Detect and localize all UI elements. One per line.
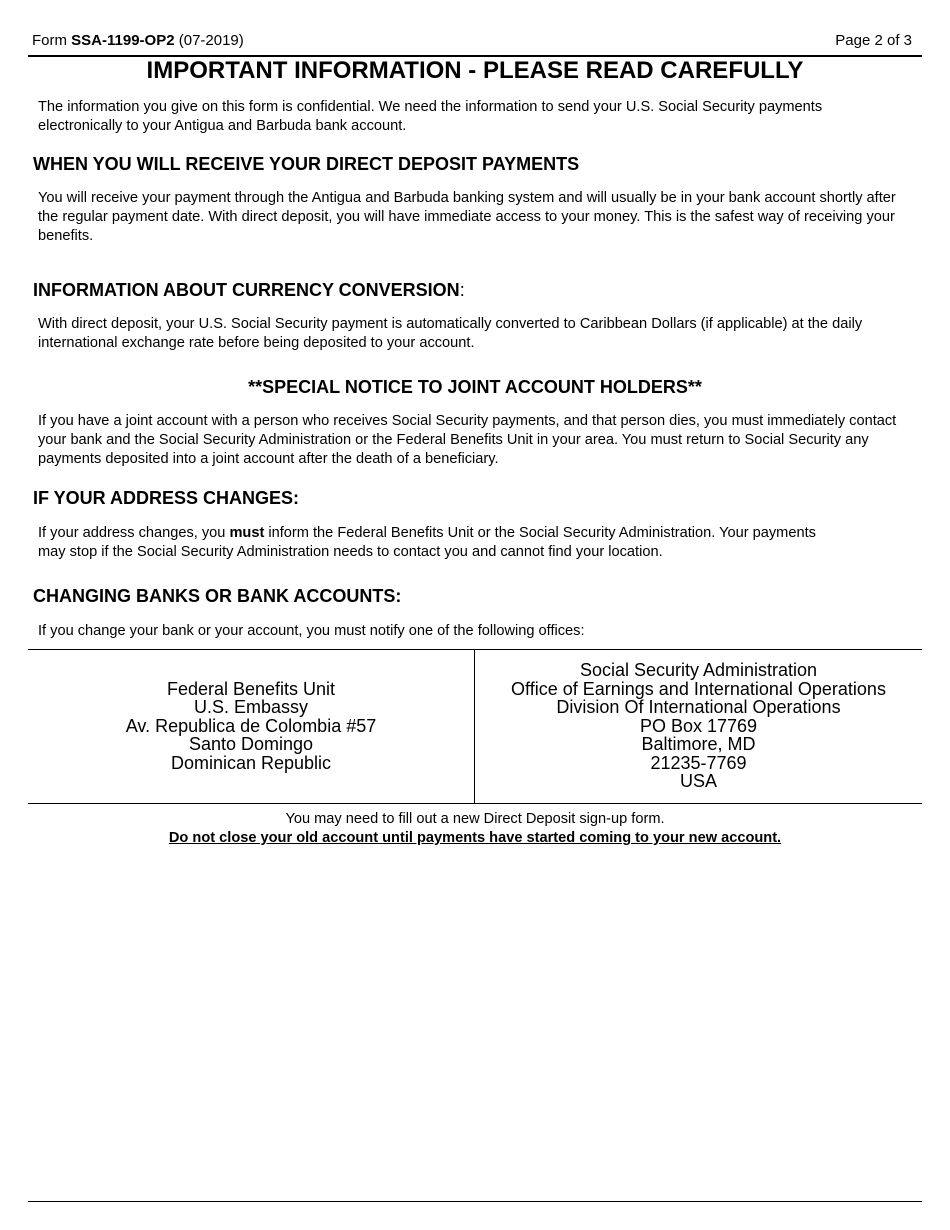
form-number: SSA-1199-OP2 — [71, 32, 175, 49]
do-not-close-account-warning: Do not close your old account until payments have started coming to your new account. — [168, 830, 782, 846]
currency-conversion-heading-text: INFORMATION ABOUT CURRENCY CONVERSION — [33, 280, 460, 300]
joint-account-notice-paragraph: If you have a joint account with a person who receives Social Security payments, and that person dies, you must immediately contact your bank and the Social Security Administration or the Federal Benefits Unit in your area. You must return to Social Security any payments deposited into a joint account after the death of a beneficiary. — [38, 413, 897, 467]
changing-banks-heading: CHANGING BANKS OR BANK ACCOUNTS: — [33, 586, 402, 606]
address-line: Av. Republica de Colombia #57 — [125, 715, 377, 736]
address-changes-heading: IF YOUR ADDRESS CHANGES: — [33, 488, 300, 508]
currency-conversion-paragraph: With direct deposit, your U.S. Social Security payment is automatically converted to Caribbean Dollars (if applicable) at the daily international exchange rate before being deposited to your account. — [38, 316, 863, 351]
address-line: Baltimore, MD — [641, 734, 756, 755]
address-line: Federal Benefits Unit — [166, 678, 336, 699]
form-prefix: Form — [32, 32, 72, 49]
joint-account-notice-heading: **SPECIAL NOTICE TO JOINT ACCOUNT HOLDERS** — [248, 377, 702, 397]
address-changes-emphasis: must — [229, 525, 265, 541]
form-header — [32, 32, 912, 52]
sign-up-form-note: You may need to fill out a new Direct Deposit sign-up form. — [285, 811, 665, 827]
address-line: Office of Earnings and International Operations — [511, 678, 886, 699]
intro-paragraph: The information you give on this form is confidential. We need the information to send your U.S. Social Security payments electronically to your Antigua and Barbuda bank account. — [38, 99, 823, 134]
address-changes-text-after: inform the Federal Benefits Unit or the Social Security Administration. Your payments may stop if the Social Security Administration needs to contact you and cannot find your location. — [38, 525, 816, 560]
address-line: PO Box 17769 — [639, 715, 758, 736]
currency-conversion-heading — [33, 280, 465, 301]
federal-benefits-unit-address — [28, 649, 474, 803]
address-line: Santo Domingo — [188, 734, 314, 755]
form-date: (07-2019) — [174, 32, 244, 49]
receive-payments-heading: WHEN YOU WILL RECEIVE YOUR DIRECT DEPOSIT PAYMENTS — [33, 154, 580, 174]
address-line: 21235-7769 — [650, 752, 747, 773]
offices-bottom-rule — [28, 803, 922, 804]
receive-payments-paragraph: You will receive your payment through the Antigua and Barbuda banking system and will usually be in your bank account shortly after the regular payment date. With direct deposit, you will have immediate access to your money. This is the safest way of receiving your benefits. — [38, 190, 896, 244]
page-title: IMPORTANT INFORMATION - PLEASE READ CAREFULLY — [146, 57, 804, 84]
offices-table — [28, 649, 922, 803]
address-changes-text-before: If your address changes, you — [38, 525, 230, 541]
address-line: USA — [679, 771, 717, 792]
address-changes-paragraph — [38, 524, 818, 562]
currency-conversion-heading-colon: : — [459, 280, 465, 300]
page-bottom-rule — [28, 1201, 922, 1202]
ssa-office-address — [475, 649, 922, 803]
address-line: Dominican Republic — [170, 752, 332, 773]
changing-banks-paragraph: If you change your bank or your account, you must notify one of the following offices: — [38, 623, 585, 639]
address-line: Division Of International Operations — [556, 697, 841, 718]
form-identifier — [32, 32, 244, 49]
page-number: Page 2 of 3 — [835, 32, 912, 49]
address-line: Social Security Administration — [579, 659, 818, 680]
address-line: U.S. Embassy — [193, 697, 309, 718]
